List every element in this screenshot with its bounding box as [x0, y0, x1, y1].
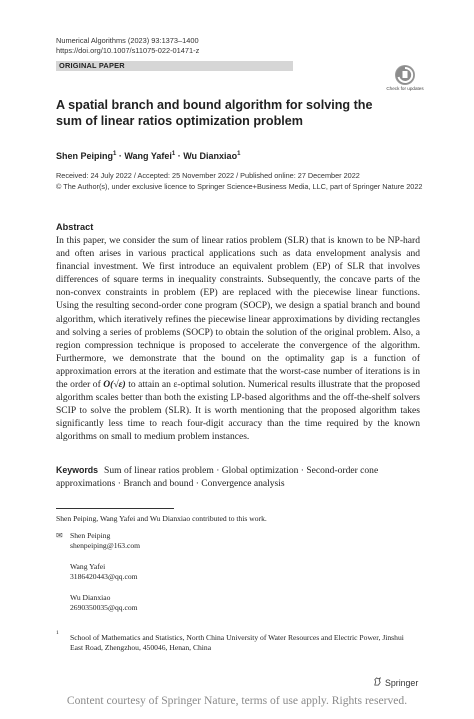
contact-email[interactable]: 3186420443@qq.com — [70, 572, 138, 582]
contact-name: Wang Yafei — [70, 562, 106, 571]
affiliation-marker: 1 — [113, 151, 117, 157]
abstract-text — [56, 234, 420, 444]
publisher-logo — [373, 677, 418, 689]
keywords-section — [56, 464, 420, 490]
contribution-note: Shen Peiping, Wang Yafei and Wu Dianxiao contributed to this work. — [56, 514, 267, 523]
history-dates: Received: 24 July 2022 / Accepted: 25 November 2022 / Published online: 27 December 2022 — [56, 171, 360, 180]
author-list — [56, 148, 240, 162]
check-updates-label: Check for updates — [386, 86, 424, 91]
publisher-name: Springer — [385, 678, 419, 688]
affiliation-number: 1 — [56, 630, 59, 636]
publication-dates — [56, 171, 446, 192]
check-for-updates-badge[interactable] — [386, 65, 424, 101]
journal-citation: Numerical Algorithms (2023) 93:1373–1400 — [56, 36, 199, 45]
author-separator: · — [175, 151, 184, 161]
complexity-formula: O(√ε) — [103, 379, 126, 391]
author-name[interactable]: Shen Peiping — [56, 151, 114, 161]
paper-title: A spatial branch and bound algorithm for solving the sum of linear ratios optimization problem — [56, 98, 373, 128]
envelope-icon: ✉ — [56, 531, 63, 540]
doi-link[interactable]: https://doi.org/10.1007/s11075-022-01471-z — [56, 46, 200, 55]
affiliation-marker: 1 — [171, 151, 176, 157]
author-separator: · — [116, 151, 125, 161]
author-name[interactable]: Wu Dianxiao — [183, 151, 238, 161]
affiliation-marker: 1 — [237, 151, 241, 157]
author-contact — [70, 562, 138, 582]
abstract-text-part: to attain an ε-optimal solution. Numerical results illustrate that the proposed algorithm scales better than both the existing LP-based algorithms and the off-the-shelf solvers SCIP to solve the problem (SLR). It is worth mentioning that the proposed algorithm takes significantly less time to reach four-digit accuracy than the time required by the known algorithms on small to medium problem instances. — [56, 379, 420, 443]
copyright-line: © The Author(s), under exclusive licence to Springer Science+Business Media, LLC, part of Springer Nature 2022 — [56, 181, 423, 191]
author-contact — [70, 593, 138, 613]
keywords-label: Keywords — [56, 465, 99, 475]
courtesy-notice: Content courtesy of Springer Nature, terms of use apply. Rights reserved. — [66, 694, 408, 707]
affiliation-text: School of Mathematics and Statistics, North China University of Water Resources and Electric Power, Jinshui East Road, Zhengzhou, 450046, Henan, China — [70, 633, 404, 653]
contact-email[interactable]: 2690350035@qq.com — [70, 603, 138, 613]
contact-name: Shen Peiping — [70, 531, 111, 540]
paper-type-label: ORIGINAL PAPER — [59, 61, 125, 70]
keywords-list: Sum of linear ratios problem · Global optimization · Second-order cone approximations · Branch and bound · Convergence analysis — [56, 465, 379, 490]
contact-name: Wu Dianxiao — [70, 593, 111, 602]
contact-email[interactable]: shenpeiping@163.com — [70, 541, 141, 551]
footnote-divider — [56, 508, 174, 509]
abstract-text-part: In this paper, we consider the sum of linear ratios problem (SLR) that is known to be NP-hard and often arises in various practical applications such as data envelopment analysis and financial investment. We first introduce an equivalent problem (EP) of SLR that involves differences of square terms in inequality constraints. Subsequently, the concave parts of the non-convex constraints in problem (EP) are replaced with the piecewise linear functions. Using the resulting second-order cone program (SOCP), we design a spatial branch and bound algorithm, which iteratively refines the piecewise linear approximations by dividing rectangles and solving a series of problems (SOCP) to obtain the solution of the original problem. Also, a region compression technique is proposed to accelerate the convergence of the algorithm. Furthermore, we demonstrate that the bound on the optimality gap is a function of approximation errors at the iteration and estimate that the worst-case number of iterations is in the order of — [56, 235, 420, 391]
author-name[interactable]: Wang Yafei — [124, 151, 172, 161]
springer-horse-icon — [373, 677, 382, 689]
author-contact — [70, 531, 140, 551]
abstract-heading: Abstract — [56, 222, 94, 232]
journal-reference — [56, 36, 199, 56]
check-updates-icon — [395, 65, 415, 85]
